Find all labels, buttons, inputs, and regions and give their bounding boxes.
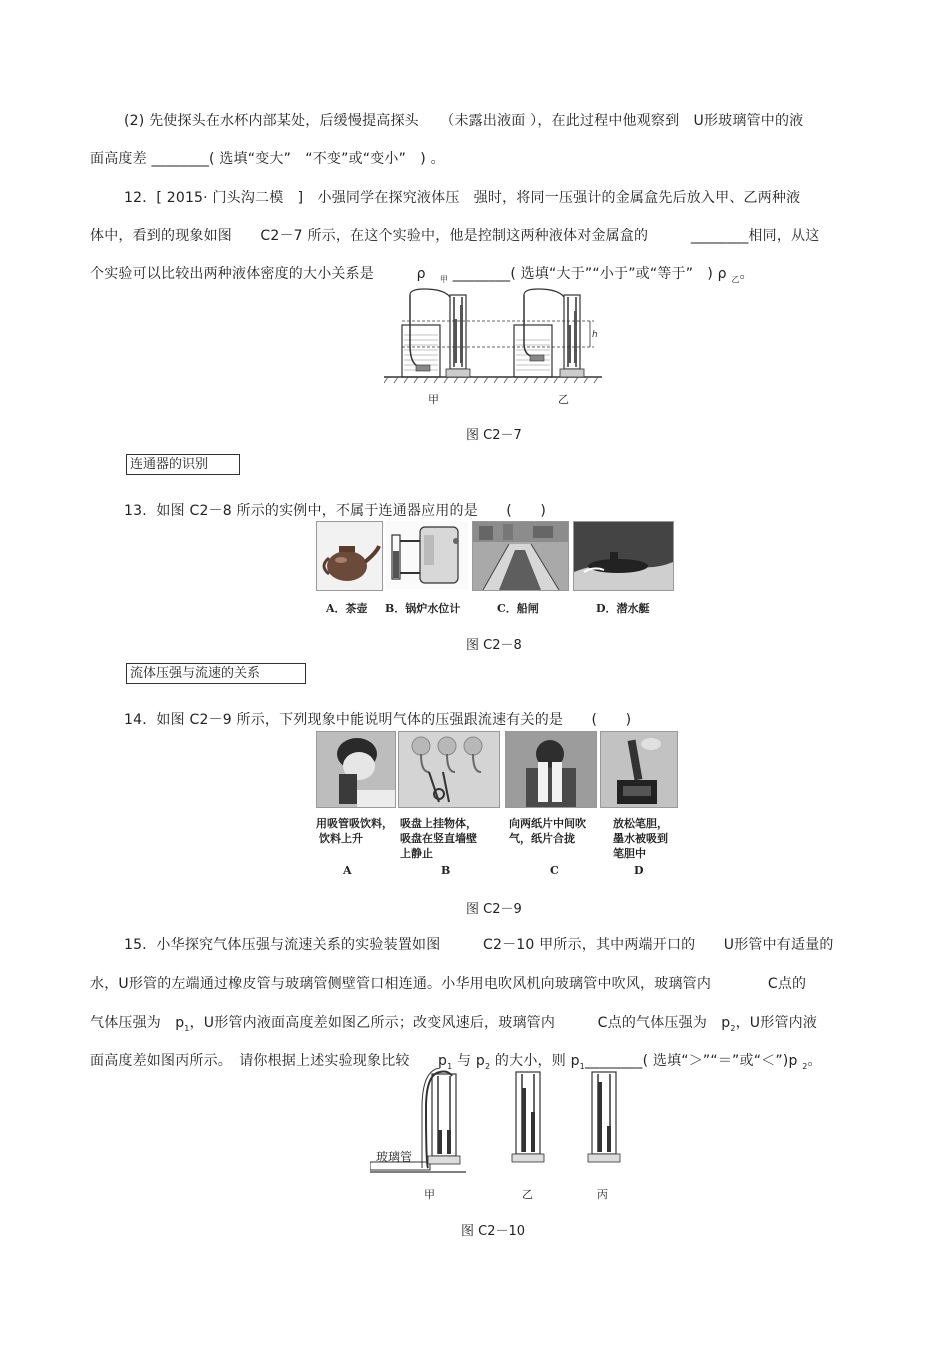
caption-c2-9: 图 C2－9 [466, 902, 522, 917]
glass-tube-label: 玻璃管 [376, 1150, 413, 1164]
q15-line4-a: 面高度差如图丙所示。 请你根据上述实验现象比较 p [90, 1053, 448, 1069]
q14-desc-c-line2: 气，纸片合拢 [509, 832, 575, 845]
q14-letter-d: D [634, 864, 644, 877]
q13-text: 13．如图 C2－8 所示的实例中，不属于连通器应用的是 ( ) [124, 503, 547, 519]
fig-label-yi: 乙 [558, 393, 569, 406]
q12-line3-end: 。 [739, 266, 754, 282]
q14-desc-d [613, 816, 668, 861]
q12-sub-jia: 甲 [439, 274, 449, 284]
q14-desc-a [316, 816, 393, 846]
fountain-pen-image [600, 731, 678, 808]
q15-sub1: 1 [184, 1023, 190, 1033]
section-title-connector: 连通器的识别 [126, 454, 240, 475]
q15-line1: 15．小华探究气体压强与流速关系的实验装置如图 C2－10 甲所示，其中两端开口的 U形管中有适量的 [124, 937, 834, 953]
q15-l4-sub4: 2 [802, 1061, 808, 1071]
q12-line3-tail: ________( 选填“大于”“小于”或“等于” ) ρ [448, 266, 732, 282]
teapot-image [316, 521, 383, 591]
q15-line4-d: ________( 选填“＞”“＝”或“＜”)p [584, 1053, 803, 1069]
q15-line3 [90, 1012, 817, 1033]
suction-hooks-image [398, 731, 500, 808]
q15-line4-e: 。 [807, 1053, 822, 1069]
q14-desc-b-line3: 上静止 [400, 847, 433, 860]
caption-c2-7: 图 C2－7 [466, 428, 522, 443]
q14-desc-b [400, 816, 477, 861]
q12-line2: 体中，看到的现象如图 C2－7 所示，在这个实验中，他是控制这两种液体对金属盒的 ________相同，从这 [90, 228, 820, 244]
q12-line1: 12．[ 2015· 门头沟二模 ] 小强同学在探究液体压 强时，将同一压强计的金属盒先后放入甲、乙两种液 [124, 190, 801, 206]
fig10-label-yi: 乙 [522, 1188, 533, 1201]
q12-line3-text: 个实验可以比较出两种液体密度的大小关系是 ρ [90, 266, 440, 282]
q13-option-a: A．茶壶 [326, 602, 368, 615]
straw-drink-image [316, 731, 396, 808]
q14-desc-d-line3: 笔胆中 [613, 847, 646, 860]
q13-option-b: B．锅炉水位计 [385, 602, 461, 615]
q15-l4-sub3: 1 [579, 1061, 585, 1071]
q15-line3-c: ，U形管内液 [735, 1015, 818, 1031]
caption-c2-10: 图 C2－10 [461, 1224, 526, 1239]
q15-l4-sub1: 1 [447, 1061, 453, 1071]
q11-line2: 面高度差 ________( 选填“变大” “不变”或“变小” ) 。 [90, 151, 445, 167]
q15-line4-b: 与 p [452, 1053, 485, 1069]
submarine-image [573, 521, 674, 591]
q14-desc-d-line2: 墨水被吸到 [613, 832, 668, 845]
q15-l4-sub2: 2 [484, 1061, 491, 1071]
ship-lock-image [472, 521, 569, 591]
q15-line2: 水，U形管的左端通过橡皮管与玻璃管侧壁管口相连通。小华用电吹风机向玻璃管中吹风，玻璃管内 C点的 [90, 976, 807, 992]
q14-desc-c-line1: 向两纸片中间吹 [509, 817, 586, 830]
q14-desc-c [509, 816, 586, 846]
q13-option-c: C．船闸 [497, 602, 539, 615]
caption-c2-8: 图 C2－8 [466, 638, 522, 653]
q15-line4-c: 的大小，则 p [490, 1053, 580, 1069]
q14-letter-c: C [550, 864, 559, 877]
h-label: h [592, 330, 598, 340]
blow-paper-image [505, 731, 597, 808]
q14-letter-b: B [441, 864, 451, 877]
boiler-gauge-image [386, 521, 468, 589]
q15-line3-b: ，U形管内液面高度差如图乙所示；改变风速后，玻璃管内 C点的气体压强为 p [189, 1015, 731, 1031]
q14-desc-b-line2: 吸盘在竖直墙壁 [400, 832, 477, 845]
q14-text: 14．如图 C2－9 所示，下列现象中能说明气体的压强跟流速有关的是 ( ) [124, 712, 632, 728]
fig10-label-bing: 丙 [597, 1188, 608, 1201]
q14-desc-d-line1: 放松笔胆， [613, 817, 668, 830]
section-title-fluid: 流体压强与流速的关系 [126, 663, 306, 684]
figure-c2-7 [384, 285, 604, 385]
q14-desc-b-line1: 吸盘上挂物体， [400, 817, 477, 830]
q13-option-d: D．潜水艇 [596, 602, 650, 615]
q14-desc-a-line1: 用吸管吸饮料， [316, 817, 393, 830]
fig-label-jia: 甲 [428, 393, 439, 406]
q12-line3 [90, 263, 754, 285]
q14-letter-a: A [343, 864, 352, 877]
fig10-label-jia: 甲 [424, 1188, 435, 1201]
q12-sub-yi: 乙 [731, 274, 740, 284]
q14-desc-a-line2: 饮料上升 [319, 832, 363, 845]
q11-line1: (2) 先使探头在水杯内部某处，后缓慢提高探头 （未露出液面 ），在此过程中他观察到 U形玻璃管中的液 [124, 113, 804, 129]
q15-sub2: 2 [730, 1023, 736, 1033]
q15-line3-a: 气体压强为 p [90, 1015, 185, 1031]
